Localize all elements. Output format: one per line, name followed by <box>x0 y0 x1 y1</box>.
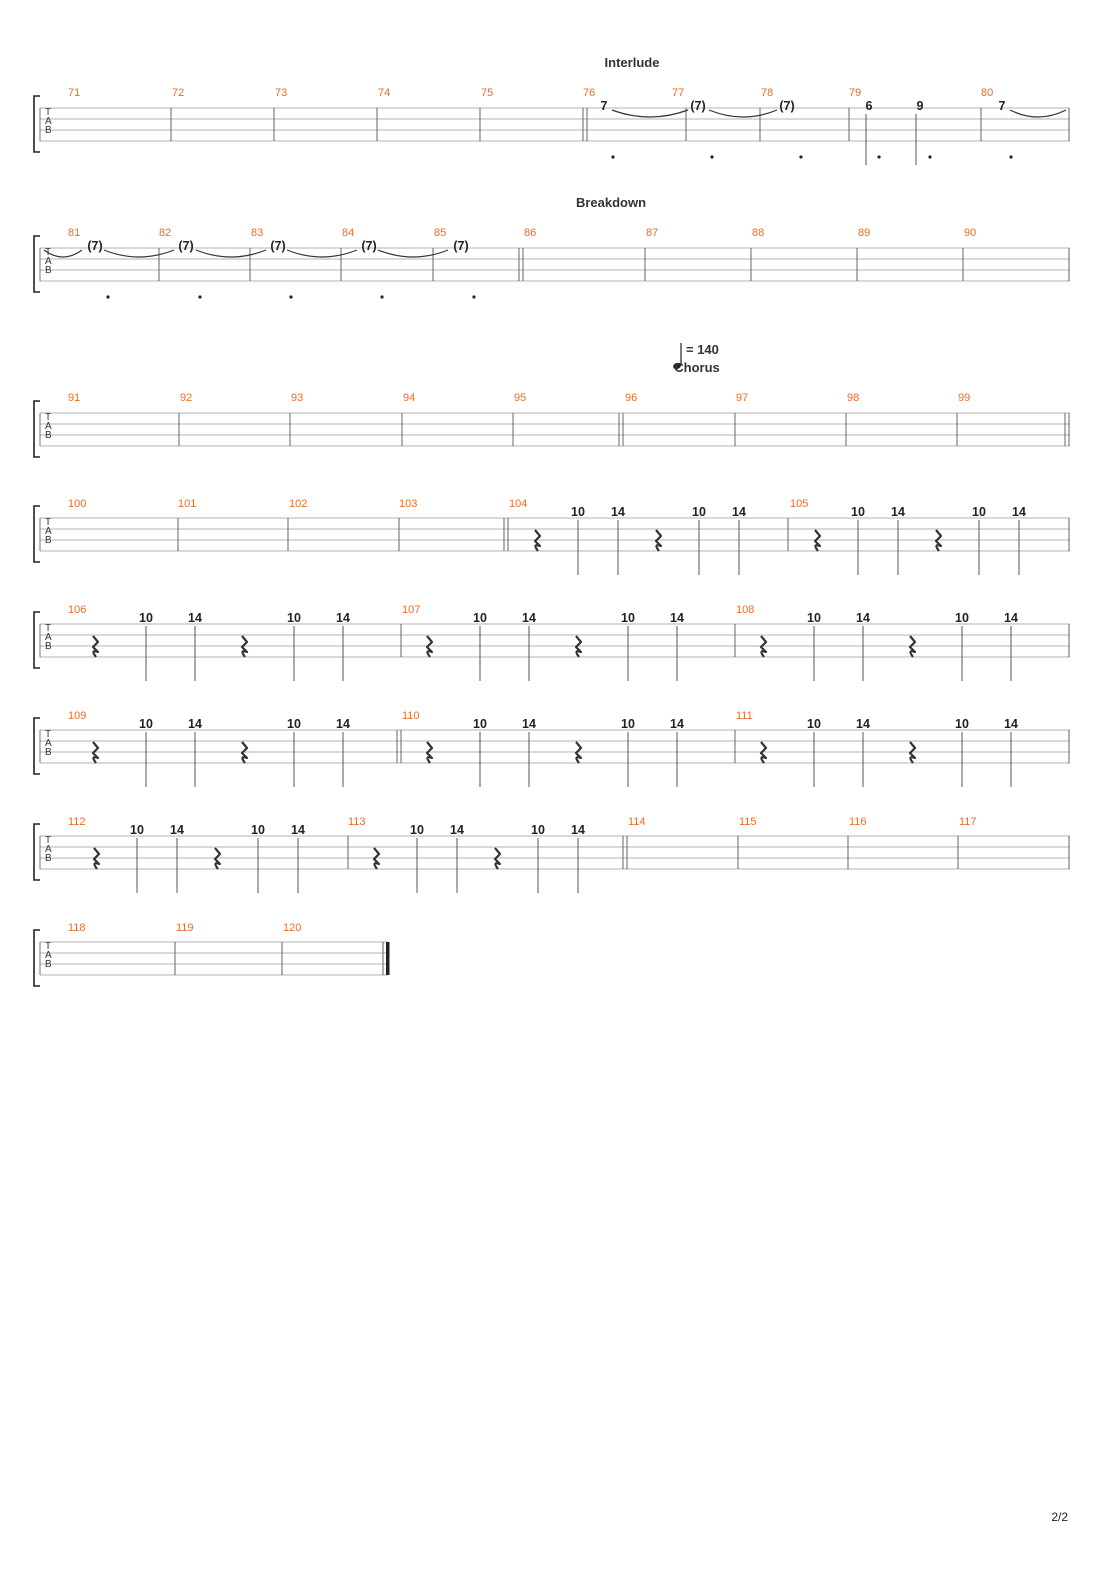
system-bracket <box>34 718 40 774</box>
fret-number: 10 <box>251 823 265 837</box>
tab-clef-letter: A <box>45 950 52 961</box>
fret-number: 14 <box>1004 717 1018 731</box>
tie-arc <box>1010 110 1066 117</box>
measure-number: 106 <box>68 604 87 616</box>
fret-number: (7) <box>270 239 286 253</box>
quarter-rest <box>427 742 432 763</box>
fret-number: 10 <box>955 611 969 625</box>
measure-number: 93 <box>291 392 304 404</box>
tab-clef-letter: A <box>45 421 52 432</box>
quarter-rest <box>93 636 98 657</box>
tab-clef-letter: A <box>45 738 52 749</box>
fret-number: (7) <box>690 99 706 113</box>
rhythm-dot <box>799 155 802 158</box>
fret-number: 14 <box>670 611 684 625</box>
fret-number: 10 <box>139 611 153 625</box>
measure-number: 84 <box>342 227 355 239</box>
fret-number: 14 <box>188 611 202 625</box>
fret-number: 10 <box>955 717 969 731</box>
measure-number: 91 <box>68 392 81 404</box>
fret-number: 10 <box>410 823 424 837</box>
rhythm-dot <box>198 295 201 298</box>
measure-number: 86 <box>524 227 537 239</box>
rhythm-dot <box>106 295 109 298</box>
quarter-rest <box>576 742 581 763</box>
quarter-rest <box>576 636 581 657</box>
tab-staff <box>34 824 1070 880</box>
tab-clef-letter: B <box>45 641 52 652</box>
fret-number: 14 <box>856 717 870 731</box>
measure-number: 104 <box>509 498 528 510</box>
measure-number: 105 <box>790 498 809 510</box>
measure-number: 102 <box>289 498 308 510</box>
measure-number: 72 <box>172 87 185 99</box>
system-bracket <box>34 401 40 457</box>
quarter-rest <box>761 636 766 657</box>
tab-staff <box>34 930 388 986</box>
tie-arc <box>709 110 777 117</box>
rhythm-dot <box>710 155 713 158</box>
measure-number: 110 <box>402 710 420 722</box>
system-bracket <box>34 506 40 562</box>
quarter-rest <box>815 530 820 551</box>
system-bracket <box>34 824 40 880</box>
rhythm-dot <box>380 295 383 298</box>
fret-number: 10 <box>473 611 487 625</box>
measure-number: 101 <box>178 498 197 510</box>
system-bracket <box>34 236 40 292</box>
fret-number: 14 <box>1004 611 1018 625</box>
measure-number: 96 <box>625 392 638 404</box>
fret-number: 14 <box>336 717 350 731</box>
tab-clef-letter: T <box>45 412 52 423</box>
fret-number: 14 <box>522 611 536 625</box>
tab-clef-letter: B <box>45 265 52 276</box>
measure-number: 107 <box>402 604 421 616</box>
tab-clef-letter: B <box>45 430 52 441</box>
fret-number: 10 <box>807 717 821 731</box>
quarter-rest <box>936 530 941 551</box>
quarter-rest <box>495 848 500 869</box>
tab-clef-letter: B <box>45 535 52 546</box>
tab-clef-letter: T <box>45 517 52 528</box>
fret-number: 14 <box>571 823 585 837</box>
measure-number: 92 <box>180 392 193 404</box>
fret-number: 14 <box>188 717 202 731</box>
tie-arc <box>287 250 357 257</box>
fret-number: 14 <box>291 823 305 837</box>
fret-number: 14 <box>336 611 350 625</box>
measure-number: 90 <box>964 227 977 239</box>
measure-number: 81 <box>68 227 81 239</box>
system-bracket <box>34 930 40 986</box>
tab-clef-letter: A <box>45 632 52 643</box>
measure-number: 103 <box>399 498 418 510</box>
fret-number: 6 <box>865 99 873 113</box>
final-barline-thick <box>386 942 390 975</box>
measure-number: 119 <box>176 922 194 934</box>
page-number: 2/2 <box>1051 1510 1068 1524</box>
tempo-marking: = 140 <box>686 342 719 357</box>
fret-number: 14 <box>1012 505 1026 519</box>
tie-arc <box>196 250 266 257</box>
fret-number: 14 <box>450 823 464 837</box>
system-bracket <box>34 96 40 152</box>
measure-number: 120 <box>283 922 302 934</box>
measure-number: 87 <box>646 227 659 239</box>
section-label-chorus: Chorus <box>674 360 720 375</box>
tab-clef-letter: T <box>45 729 52 740</box>
tab-clef-letter: A <box>45 116 52 127</box>
fret-number: 10 <box>807 611 821 625</box>
rhythm-dot <box>472 295 475 298</box>
section-label-interlude: Interlude <box>604 55 660 70</box>
measure-number: 99 <box>958 392 971 404</box>
tab-clef-letter: B <box>45 125 52 136</box>
measure-number: 80 <box>981 87 994 99</box>
measure-number: 95 <box>514 392 527 404</box>
fret-number: (7) <box>178 239 194 253</box>
quarter-rest <box>242 636 247 657</box>
measure-number: 88 <box>752 227 765 239</box>
rhythm-dot <box>1009 155 1012 158</box>
fret-number: 10 <box>473 717 487 731</box>
system-bracket <box>34 612 40 668</box>
quarter-rest <box>910 742 915 763</box>
measure-number: 94 <box>403 392 416 404</box>
fret-number: 10 <box>692 505 706 519</box>
tab-staff <box>34 506 1070 562</box>
fret-number: (7) <box>453 239 469 253</box>
fret-number: 10 <box>287 717 301 731</box>
quarter-rest <box>427 636 432 657</box>
measure-number: 82 <box>159 227 172 239</box>
measure-number: 116 <box>849 816 867 828</box>
fret-number: 10 <box>571 505 585 519</box>
tab-clef-letter: B <box>45 853 52 864</box>
measure-number: 111 <box>736 710 753 722</box>
fret-number: 10 <box>531 823 545 837</box>
tab-clef-letter: B <box>45 747 52 758</box>
measure-number: 89 <box>858 227 871 239</box>
measure-number: 73 <box>275 87 288 99</box>
quarter-rest <box>242 742 247 763</box>
tie-arc <box>378 250 448 257</box>
measure-number: 77 <box>672 87 685 99</box>
measure-number: 74 <box>378 87 391 99</box>
fret-number: 10 <box>851 505 865 519</box>
fret-number: 7 <box>600 99 608 113</box>
quarter-rest <box>93 742 98 763</box>
measure-number: 71 <box>68 87 81 99</box>
measure-number: 100 <box>68 498 87 510</box>
quarter-rest <box>535 530 540 551</box>
rhythm-dot <box>877 155 880 158</box>
measure-number: 98 <box>847 392 860 404</box>
tab-clef-letter: T <box>45 835 52 846</box>
measure-number: 115 <box>739 816 757 828</box>
quarter-rest <box>94 848 99 869</box>
rhythm-dot <box>611 155 614 158</box>
tab-clef-letter: A <box>45 844 52 855</box>
measure-number: 112 <box>68 816 86 828</box>
tab-clef-letter: T <box>45 247 52 258</box>
fret-number: 14 <box>522 717 536 731</box>
fret-number: 14 <box>670 717 684 731</box>
tab-clef-letter: T <box>45 623 52 634</box>
rhythm-dot <box>928 155 931 158</box>
fret-number: 14 <box>891 505 905 519</box>
measure-number: 113 <box>348 816 366 828</box>
fret-number: (7) <box>361 239 377 253</box>
measure-number: 85 <box>434 227 447 239</box>
fret-number: 10 <box>139 717 153 731</box>
measure-number: 114 <box>628 816 646 828</box>
fret-number: 10 <box>287 611 301 625</box>
tab-clef-letter: T <box>45 107 52 118</box>
fret-number: 10 <box>621 717 635 731</box>
fret-number: 10 <box>621 611 635 625</box>
tab-clef-letter: A <box>45 526 52 537</box>
tab-clef-letter: T <box>45 941 52 952</box>
measure-number: 109 <box>68 710 87 722</box>
tab-clef-letter: B <box>45 959 52 970</box>
fret-number: 9 <box>916 99 924 113</box>
measure-number: 108 <box>736 604 755 616</box>
measure-number: 76 <box>583 87 596 99</box>
fret-number: 14 <box>611 505 625 519</box>
measure-number: 78 <box>761 87 774 99</box>
measure-number: 118 <box>68 922 86 934</box>
tie-arc <box>612 110 688 117</box>
tab-clef-letter: A <box>45 256 52 267</box>
rhythm-dot <box>289 295 292 298</box>
measure-number: 75 <box>481 87 494 99</box>
fret-number: (7) <box>779 99 795 113</box>
fret-number: 7 <box>998 99 1006 113</box>
fret-number: 14 <box>732 505 746 519</box>
measure-number: 117 <box>959 816 977 828</box>
quarter-rest <box>910 636 915 657</box>
quarter-rest <box>656 530 661 551</box>
fret-number: 14 <box>856 611 870 625</box>
measure-number: 79 <box>849 87 862 99</box>
quarter-rest <box>761 742 766 763</box>
quarter-rest <box>215 848 220 869</box>
section-label-breakdown: Breakdown <box>575 195 647 210</box>
quarter-rest <box>374 848 379 869</box>
fret-number: 10 <box>130 823 144 837</box>
tab-staff <box>34 96 1070 152</box>
fret-number: (7) <box>87 239 103 253</box>
fret-number: 10 <box>972 505 986 519</box>
tab-staff <box>34 401 1070 457</box>
tie-arc <box>104 250 174 257</box>
fret-number: 14 <box>170 823 184 837</box>
measure-number: 97 <box>736 392 749 404</box>
measure-number: 83 <box>251 227 264 239</box>
